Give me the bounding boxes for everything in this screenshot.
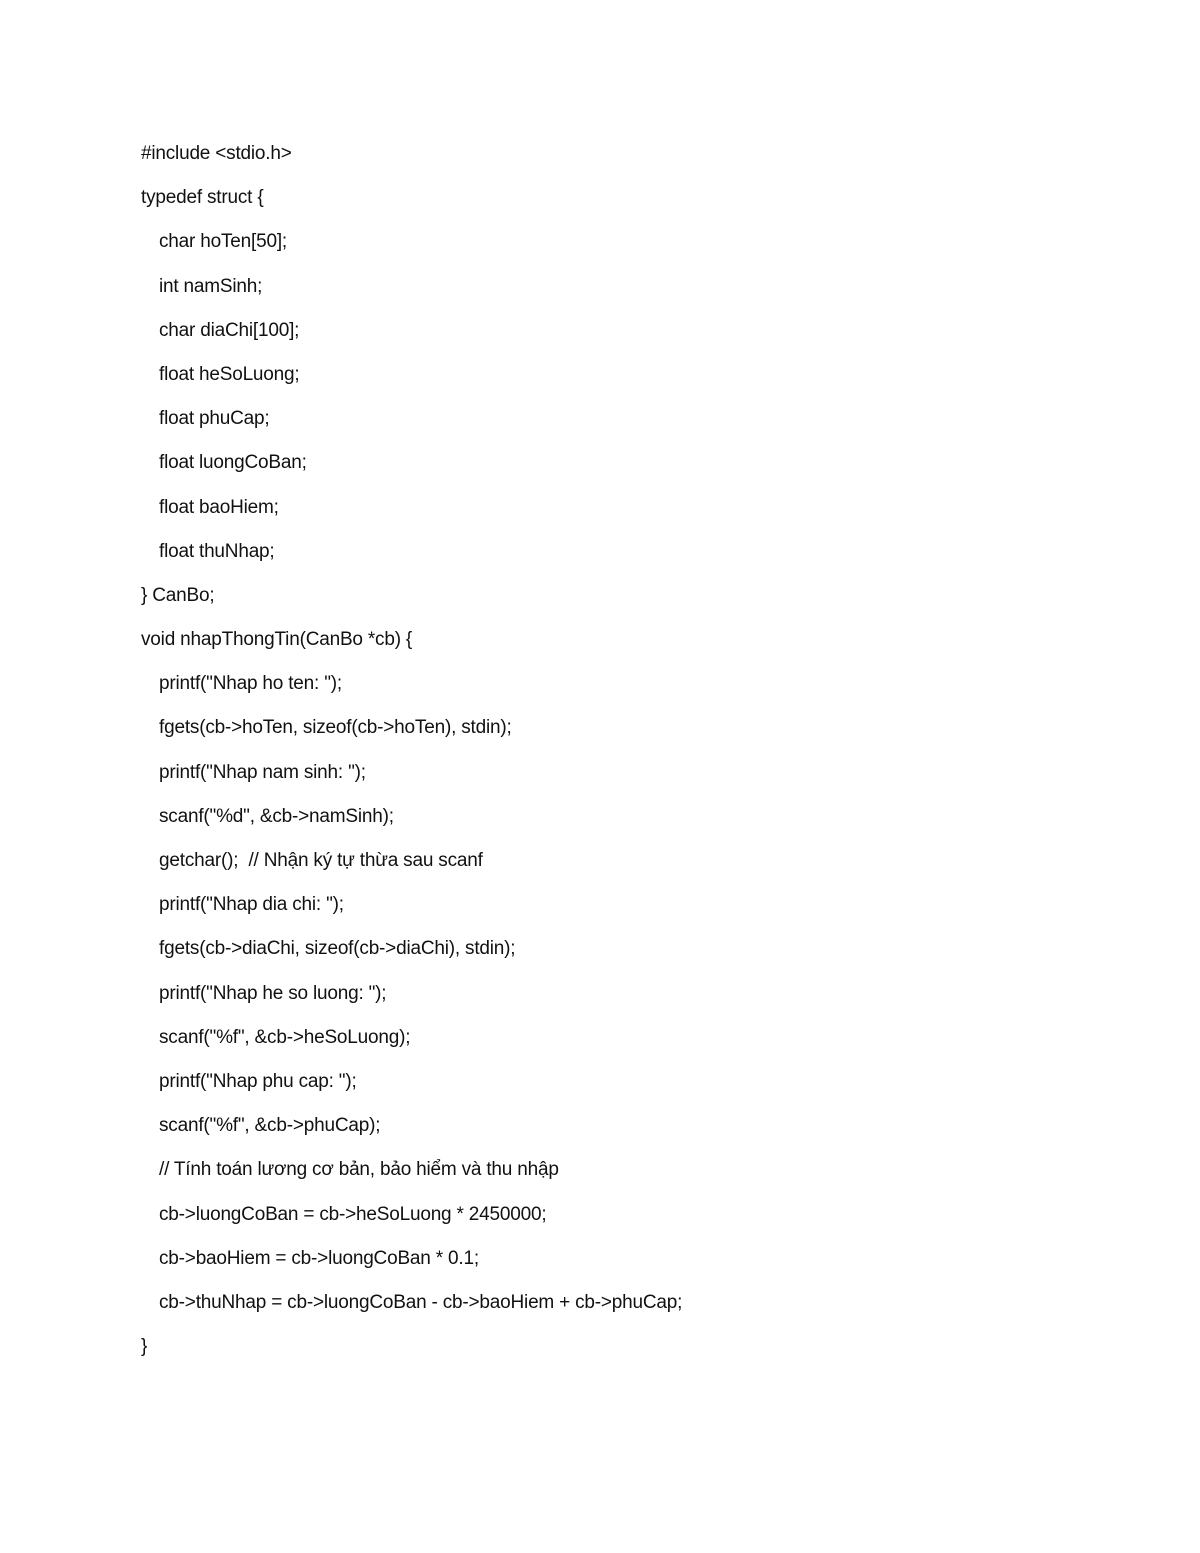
code-line: float heSoLuong;: [159, 363, 300, 385]
code-line: fgets(cb->diaChi, sizeof(cb->diaChi), stdin);: [159, 938, 516, 960]
code-line: scanf("%f", &cb->phuCap);: [159, 1115, 381, 1137]
code-line: printf("Nhap he so luong: ");: [159, 982, 387, 1004]
code-line: cb->baoHiem = cb->luongCoBan * 0.1;: [159, 1247, 479, 1269]
code-line: char diaChi[100];: [159, 319, 300, 341]
code-line: }: [141, 1336, 148, 1358]
code-line: fgets(cb->hoTen, sizeof(cb->hoTen), stdin);: [159, 717, 512, 739]
code-line: typedef struct {: [141, 187, 264, 209]
code-line: cb->thuNhap = cb->luongCoBan - cb->baoHiem + cb->phuCap;: [159, 1291, 683, 1313]
code-line: float baoHiem;: [159, 496, 279, 518]
code-line: float luongCoBan;: [159, 452, 307, 474]
code-line: float thuNhap;: [159, 540, 275, 562]
code-body: [141, 140, 1141, 1377]
code-line: scanf("%f", &cb->heSoLuong);: [159, 1026, 411, 1048]
code-line: #include <stdio.h>: [141, 143, 292, 164]
code-line: void nhapThongTin(CanBo *cb) {: [141, 629, 413, 651]
code-line: int namSinh;: [159, 275, 263, 297]
code-line: char hoTen[50];: [159, 231, 287, 253]
code-line: getchar(); // Nhận ký tự thừa sau scanf: [159, 850, 483, 871]
code-line: float phuCap;: [159, 408, 270, 430]
code-comment: // Tính toán lương cơ bản, bảo hiểm và thu nhập: [159, 1159, 559, 1181]
code-line: printf("Nhap nam sinh: ");: [159, 761, 366, 783]
code-line: cb->luongCoBan = cb->heSoLuong * 2450000;: [159, 1203, 547, 1225]
code-line: scanf("%d", &cb->namSinh);: [159, 805, 394, 827]
code-line: } CanBo;: [141, 584, 215, 606]
code-line: printf("Nhap phu cap: ");: [159, 1070, 357, 1092]
code-line: printf("Nhap dia chi: ");: [159, 894, 344, 916]
code-line: printf("Nhap ho ten: ");: [159, 673, 342, 695]
